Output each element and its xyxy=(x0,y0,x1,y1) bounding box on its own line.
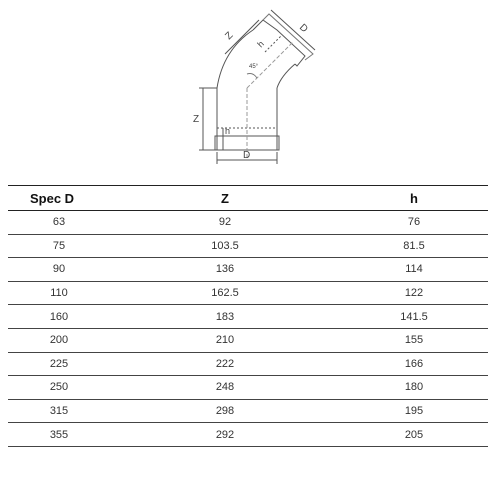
cell-z: 210 xyxy=(110,328,340,352)
header-h: h xyxy=(340,186,488,211)
table-header-row xyxy=(8,186,488,211)
z-top-label: Z xyxy=(223,30,236,43)
cell-z: 92 xyxy=(110,211,340,235)
table-row xyxy=(8,352,488,376)
elbow-drawing xyxy=(185,8,335,168)
h-left-label: h xyxy=(225,126,231,136)
cell-z: 292 xyxy=(110,423,340,447)
table-row xyxy=(8,423,488,447)
spec-table xyxy=(8,185,488,447)
cell-h: 81.5 xyxy=(340,234,488,258)
cell-z: 222 xyxy=(110,352,340,376)
cell-z: 248 xyxy=(110,376,340,400)
cell-spec-d: 63 xyxy=(8,211,110,235)
z-left-label: Z xyxy=(193,114,200,125)
h-top-label: h xyxy=(255,38,266,50)
d-bottom-label: D xyxy=(243,150,251,161)
cell-spec-d: 75 xyxy=(8,234,110,258)
table-row xyxy=(8,258,488,282)
header-spec-d: Spec D xyxy=(8,186,110,211)
cell-spec-d: 90 xyxy=(8,258,110,282)
cell-z: 103.5 xyxy=(110,234,340,258)
table-row xyxy=(8,305,488,329)
cell-z: 136 xyxy=(110,258,340,282)
cell-h: 155 xyxy=(340,328,488,352)
cell-z: 183 xyxy=(110,305,340,329)
table-row xyxy=(8,328,488,352)
cell-spec-d: 315 xyxy=(8,399,110,423)
table-row xyxy=(8,399,488,423)
table-row xyxy=(8,376,488,400)
cell-spec-d: 110 xyxy=(8,281,110,305)
cell-h: 195 xyxy=(340,399,488,423)
table-row xyxy=(8,281,488,305)
cell-h: 166 xyxy=(340,352,488,376)
cell-spec-d: 200 xyxy=(8,328,110,352)
cell-h: 205 xyxy=(340,423,488,447)
cell-spec-d: 225 xyxy=(8,352,110,376)
table-row xyxy=(8,234,488,258)
elbow-45-diagram xyxy=(185,8,335,168)
cell-h: 76 xyxy=(340,211,488,235)
d-top-label: D xyxy=(296,22,310,36)
cell-h: 141.5 xyxy=(340,305,488,329)
cell-h: 122 xyxy=(340,281,488,305)
cell-z: 162.5 xyxy=(110,281,340,305)
cell-spec-d: 250 xyxy=(8,376,110,400)
elbow-inner-curve xyxy=(277,64,295,88)
elbow-outer-curve xyxy=(217,30,253,88)
cell-z: 298 xyxy=(110,399,340,423)
cell-spec-d: 160 xyxy=(8,305,110,329)
table-row xyxy=(8,211,488,235)
header-z: Z xyxy=(110,186,340,211)
cell-h: 180 xyxy=(340,376,488,400)
cell-spec-d: 355 xyxy=(8,423,110,447)
cell-h: 114 xyxy=(340,258,488,282)
angle-label: 45° xyxy=(249,64,259,70)
